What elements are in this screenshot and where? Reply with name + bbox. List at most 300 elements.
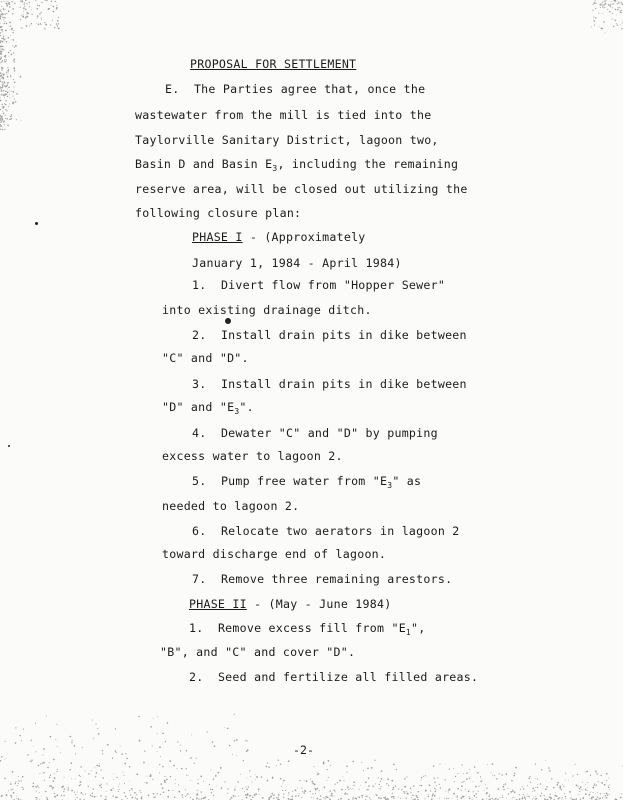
noise-dot <box>116 752 117 753</box>
noise-dot <box>439 764 440 765</box>
noise-dot <box>1 77 2 78</box>
noise-dot <box>433 777 434 778</box>
noise-dot <box>157 716 158 717</box>
noise-dot <box>476 797 477 798</box>
noise-dot <box>3 78 4 79</box>
noise-dot <box>5 115 6 116</box>
noise-dot <box>599 798 601 800</box>
noise-dot <box>353 781 355 783</box>
noise-dot <box>298 795 299 796</box>
noise-dot <box>8 37 10 39</box>
noise-dot <box>448 798 449 799</box>
noise-dot <box>122 771 123 772</box>
noise-dot <box>11 28 13 30</box>
noise-dot <box>302 791 303 792</box>
noise-dot <box>7 125 9 127</box>
noise-dot <box>549 770 550 771</box>
noise-dot <box>4 10 5 11</box>
noise-dot <box>15 727 16 728</box>
noise-dot <box>424 798 425 799</box>
item-text: Remove excess fill from "E <box>217 621 406 635</box>
noise-dot <box>608 787 609 788</box>
noise-dot <box>328 760 330 762</box>
noise-dot <box>0 14 2 16</box>
noise-dot <box>187 793 189 795</box>
noise-dot <box>610 4 611 5</box>
paragraph-e-line-1 <box>165 82 425 96</box>
noise-dot <box>19 781 20 782</box>
noise-dot <box>162 732 164 734</box>
noise-dot <box>52 6 54 8</box>
noise-dot <box>213 795 214 796</box>
noise-dot <box>299 780 300 781</box>
noise-dot <box>595 17 597 19</box>
noise-dot <box>415 798 416 799</box>
noise-dot <box>124 792 125 793</box>
noise-dot <box>617 9 618 10</box>
noise-dot <box>28 13 29 14</box>
noise-dot <box>31 759 32 760</box>
noise-dot <box>1 796 2 797</box>
noise-dot <box>211 792 212 793</box>
noise-dot <box>591 26 592 27</box>
paragraph-e-line-3: Taylorville Sanitary District, lagoon two, <box>135 133 439 147</box>
noise-dot <box>591 797 592 798</box>
phase-1-item-2-cont: "C" and "D". <box>162 351 249 365</box>
noise-dot <box>7 67 8 68</box>
noise-dot <box>125 795 127 797</box>
noise-dot <box>381 786 382 787</box>
noise-dot <box>507 788 508 789</box>
document-heading: PROPOSAL FOR SETTLEMENT <box>190 57 357 71</box>
noise-dot <box>511 780 512 781</box>
noise-dot <box>232 754 233 755</box>
noise-dot <box>378 797 380 799</box>
noise-dot <box>281 786 282 787</box>
noise-dot <box>0 15 1 17</box>
noise-dot <box>283 793 284 794</box>
noise-dot <box>550 797 552 799</box>
noise-dot <box>503 786 505 788</box>
noise-dot <box>0 56 1 57</box>
noise-dot <box>182 797 183 798</box>
phase-1-item-5-cont: needed to lagoon 2. <box>162 499 300 513</box>
noise-dot <box>2 81 3 82</box>
noise-dot <box>611 1 612 2</box>
noise-dot <box>152 745 153 746</box>
noise-dot <box>13 32 14 33</box>
noise-dot <box>262 797 263 798</box>
noise-dot <box>0 118 1 120</box>
noise-dot <box>470 776 471 777</box>
noise-dot <box>1 116 2 117</box>
noise-dot <box>404 786 406 788</box>
noise-dot <box>315 793 316 794</box>
noise-dot <box>404 792 405 793</box>
noise-dot <box>312 783 314 785</box>
noise-dot <box>454 781 455 782</box>
noise-dot <box>56 7 58 9</box>
item-number: 6. <box>192 524 207 538</box>
noise-dot <box>0 53 1 54</box>
noise-dot <box>170 776 171 777</box>
noise-dot <box>99 763 100 764</box>
noise-dot <box>6 13 7 14</box>
noise-dot <box>80 781 82 783</box>
noise-dot <box>334 790 335 791</box>
noise-dot <box>527 796 528 797</box>
noise-dot <box>12 96 13 97</box>
noise-dot <box>178 791 180 793</box>
noise-dot <box>21 27 22 28</box>
noise-dot <box>304 780 305 781</box>
phase-1-item-5 <box>192 474 421 488</box>
noise-dot <box>550 796 551 797</box>
noise-dot <box>0 109 1 110</box>
noise-dot <box>604 0 605 1</box>
noise-dot <box>5 104 6 105</box>
noise-dot <box>380 797 382 799</box>
noise-dot <box>1 6 2 7</box>
noise-dot <box>0 76 1 77</box>
noise-dot <box>251 795 252 796</box>
item-text: Seed and fertilize all filled areas. <box>217 670 479 684</box>
noise-dot <box>592 787 594 789</box>
noise-dot <box>596 773 597 774</box>
noise-dot <box>47 767 49 769</box>
noise-dot <box>3 20 4 21</box>
noise-dot <box>331 793 333 795</box>
noise-dot <box>132 790 133 791</box>
noise-dot <box>20 19 21 20</box>
noise-dot <box>416 795 418 797</box>
noise-dot <box>31 740 32 741</box>
noise-dot <box>3 19 4 20</box>
noise-dot <box>355 798 357 800</box>
noise-dot <box>620 11 622 13</box>
noise-dot <box>1 756 3 758</box>
noise-dot <box>537 778 538 779</box>
noise-dot <box>14 61 15 62</box>
noise-dot <box>0 23 1 24</box>
noise-dot <box>247 741 248 742</box>
noise-dot <box>594 1 595 2</box>
noise-dot <box>533 798 534 799</box>
noise-dot <box>433 765 435 767</box>
paragraph-text: , including the remaining <box>277 157 459 171</box>
noise-dot <box>31 23 32 24</box>
noise-dot <box>546 786 548 788</box>
noise-dot <box>469 797 471 799</box>
noise-dot <box>197 783 199 785</box>
item-text: Relocate two aerators in lagoon 2 <box>220 524 460 538</box>
noise-dot <box>4 103 5 104</box>
noise-dot <box>8 87 9 88</box>
noise-dot <box>1 1 2 2</box>
noise-dot <box>5 3 6 4</box>
noise-dot <box>27 754 28 755</box>
noise-dot <box>247 794 249 796</box>
noise-dot <box>4 59 5 60</box>
noise-dot <box>406 798 407 799</box>
noise-dot <box>592 796 594 798</box>
noise-dot <box>44 22 45 23</box>
noise-dot <box>602 782 603 783</box>
noise-dot <box>498 788 500 790</box>
noise-dot <box>210 770 211 771</box>
noise-dot <box>175 783 176 784</box>
noise-dot <box>587 782 588 783</box>
noise-dot <box>153 797 154 798</box>
noise-dot <box>4 86 5 87</box>
noise-dot <box>20 0 22 2</box>
noise-dot <box>486 793 488 795</box>
noise-dot <box>62 786 64 788</box>
noise-dot <box>110 789 111 790</box>
noise-dot <box>452 798 453 799</box>
noise-dot <box>38 23 40 25</box>
noise-dot <box>8 72 9 73</box>
noise-dot <box>245 740 246 741</box>
noise-dot <box>444 798 445 799</box>
noise-dot <box>280 763 281 764</box>
noise-dot <box>319 790 320 791</box>
noise-dot <box>434 782 435 783</box>
noise-dot <box>0 87 2 89</box>
noise-dot <box>621 28 622 29</box>
noise-dot <box>13 792 15 794</box>
noise-dot <box>196 797 198 799</box>
noise-dot <box>267 780 269 782</box>
noise-dot <box>499 773 500 774</box>
noise-dot <box>419 785 420 786</box>
noise-dot <box>2 31 3 32</box>
scan-speck <box>35 222 38 225</box>
noise-dot <box>70 762 72 764</box>
noise-dot <box>13 60 14 61</box>
noise-dot <box>595 8 596 9</box>
noise-dot <box>164 780 166 782</box>
noise-dot <box>10 50 11 51</box>
noise-dot <box>175 779 176 780</box>
noise-dot <box>596 784 597 785</box>
noise-dot <box>198 794 199 795</box>
noise-dot <box>4 17 6 19</box>
noise-dot <box>14 81 16 83</box>
noise-dot <box>1 95 2 96</box>
noise-dot <box>316 788 318 790</box>
noise-dot <box>29 2 30 3</box>
noise-dot <box>561 799 562 800</box>
noise-dot <box>150 774 151 775</box>
noise-dot <box>456 796 457 797</box>
noise-dot <box>82 747 83 748</box>
noise-dot <box>378 777 379 778</box>
noise-dot <box>35 751 36 752</box>
noise-dot <box>5 118 6 119</box>
noise-dot <box>602 797 603 798</box>
noise-dot <box>617 25 618 26</box>
noise-dot <box>246 777 247 778</box>
noise-dot <box>380 781 381 782</box>
noise-dot <box>4 129 5 130</box>
noise-dot <box>198 779 199 780</box>
noise-dot <box>61 795 62 796</box>
noise-dot <box>425 775 426 776</box>
noise-dot <box>142 796 143 797</box>
noise-dot <box>144 782 145 783</box>
noise-dot <box>600 7 601 8</box>
noise-dot <box>609 5 610 6</box>
noise-dot <box>345 789 346 790</box>
noise-dot <box>2 14 4 16</box>
noise-dot <box>445 791 446 792</box>
noise-dot <box>236 755 237 756</box>
noise-dot <box>361 762 362 763</box>
noise-dot <box>312 793 313 794</box>
noise-dot <box>3 39 5 41</box>
noise-dot <box>0 42 1 44</box>
noise-dot <box>2 29 4 31</box>
noise-dot <box>6 794 8 796</box>
noise-dot <box>18 776 19 777</box>
noise-dot <box>5 56 6 57</box>
noise-dot <box>39 5 40 6</box>
noise-dot <box>598 781 599 782</box>
noise-dot <box>523 788 524 789</box>
noise-dot <box>255 793 256 794</box>
noise-dot <box>347 786 348 787</box>
noise-dot <box>1 45 3 47</box>
noise-dot <box>26 13 27 14</box>
noise-dot <box>276 765 277 766</box>
noise-dot <box>613 0 614 1</box>
noise-dot <box>214 745 216 747</box>
noise-dot <box>346 772 347 773</box>
noise-dot <box>97 728 98 729</box>
noise-dot <box>609 11 611 13</box>
noise-dot <box>45 791 46 792</box>
noise-dot <box>384 797 386 799</box>
noise-dot <box>361 795 363 797</box>
noise-dot <box>1 26 2 27</box>
noise-dot <box>29 6 30 7</box>
noise-dot <box>50 736 52 738</box>
noise-dot <box>562 784 563 785</box>
noise-dot <box>77 792 78 793</box>
noise-dot <box>600 5 601 6</box>
noise-dot <box>317 772 318 773</box>
noise-dot <box>460 797 462 799</box>
noise-dot <box>27 16 29 18</box>
noise-dot <box>391 780 393 782</box>
noise-dot <box>446 798 447 799</box>
noise-dot <box>532 788 534 790</box>
noise-dot <box>254 794 256 796</box>
noise-dot <box>10 75 11 76</box>
noise-dot <box>95 776 96 777</box>
noise-dot <box>393 798 394 799</box>
noise-dot <box>38 765 40 767</box>
noise-dot <box>1 53 2 54</box>
noise-dot <box>12 39 14 41</box>
noise-dot <box>18 783 19 784</box>
noise-dot <box>347 787 348 788</box>
noise-dot <box>4 74 5 75</box>
noise-dot <box>3 90 4 91</box>
noise-dot <box>186 750 188 752</box>
noise-dot <box>141 797 142 798</box>
noise-dot <box>580 786 582 788</box>
noise-dot <box>10 91 11 92</box>
noise-dot <box>246 789 248 791</box>
noise-dot <box>559 797 560 798</box>
noise-dot <box>227 788 228 789</box>
noise-dot <box>180 750 181 751</box>
noise-dot <box>27 13 28 14</box>
noise-dot <box>22 776 24 778</box>
noise-dot <box>16 796 17 797</box>
noise-dot <box>463 781 464 782</box>
noise-dot <box>262 797 263 798</box>
noise-dot <box>528 796 530 798</box>
noise-dot <box>6 758 7 759</box>
noise-dot <box>51 5 52 6</box>
noise-dot <box>57 795 59 797</box>
noise-dot <box>314 784 316 786</box>
noise-dot <box>0 15 1 16</box>
noise-dot <box>619 11 620 12</box>
noise-dot <box>436 785 437 786</box>
noise-dot <box>565 773 566 774</box>
noise-dot <box>96 796 97 797</box>
noise-dot <box>0 51 1 53</box>
noise-dot <box>7 92 9 94</box>
noise-dot <box>593 792 594 793</box>
noise-dot <box>463 773 464 774</box>
noise-dot <box>11 54 13 56</box>
noise-dot <box>196 794 198 796</box>
noise-dot <box>68 789 69 790</box>
noise-dot <box>37 18 38 19</box>
noise-dot <box>605 3 607 5</box>
noise-dot <box>1 40 2 41</box>
noise-dot <box>604 784 606 786</box>
noise-dot <box>374 760 375 761</box>
noise-dot <box>514 791 516 793</box>
noise-dot <box>337 782 338 783</box>
noise-dot <box>541 793 542 794</box>
noise-dot <box>549 796 550 797</box>
noise-dot <box>20 780 21 781</box>
noise-dot <box>6 1 7 2</box>
noise-dot <box>84 770 85 771</box>
noise-dot <box>621 12 622 13</box>
noise-dot <box>160 756 161 757</box>
noise-dot <box>501 774 502 775</box>
noise-dot <box>129 781 130 782</box>
noise-dot <box>3 8 5 10</box>
noise-dot <box>6 84 8 86</box>
noise-dot <box>54 796 56 798</box>
noise-dot <box>4 94 6 96</box>
noise-dot <box>362 797 363 798</box>
noise-dot <box>301 787 302 788</box>
noise-dot <box>492 798 493 799</box>
noise-dot <box>54 27 55 28</box>
noise-dot <box>69 769 70 770</box>
subscript: 1 <box>405 628 411 637</box>
